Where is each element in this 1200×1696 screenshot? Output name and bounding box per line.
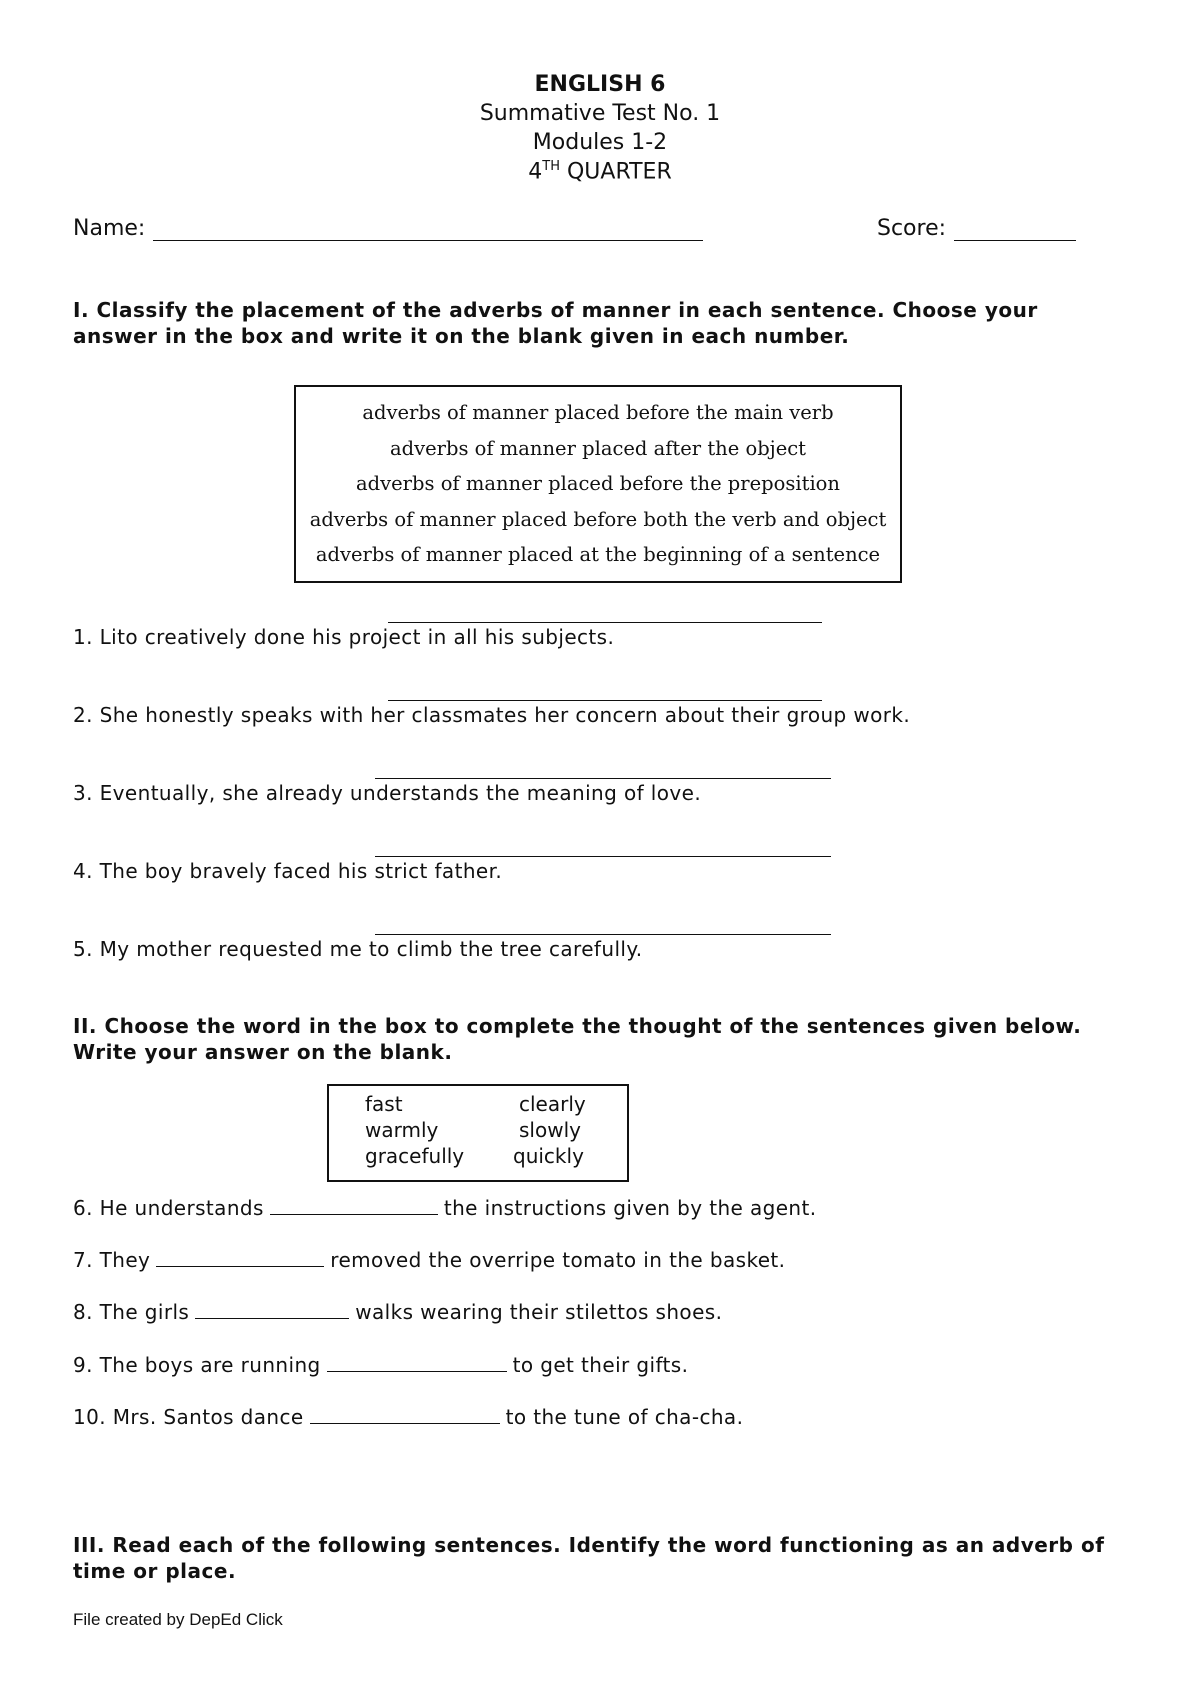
sentence-start: 9. The boys are running [73, 1353, 321, 1377]
answer-blank-3[interactable] [375, 778, 831, 779]
part2-instruction: II. Choose the word in the box to complete the thought of the sentences given below. Write your answer on the blank. [73, 1014, 1082, 1064]
word-bank-item: warmly [365, 1118, 439, 1142]
quarter-word: QUARTER [566, 159, 672, 185]
sentence-start: 10. Mrs. Santos dance [73, 1405, 304, 1429]
quarter-suffix: TH [542, 159, 560, 174]
quarter-label [0, 159, 1200, 184]
sentence-start: 8. The girls [73, 1300, 190, 1324]
word-bank-box [327, 1084, 629, 1182]
word-bank-item: quickly [513, 1144, 584, 1168]
sentence-end: walks wearing their stilettos shoes. [355, 1300, 723, 1324]
question-item-8 [73, 1300, 722, 1324]
sentence-end: the instructions given by the agent. [443, 1196, 817, 1220]
footer-credit: File created by DepEd Click [73, 1610, 283, 1629]
word-bank-item: fast [365, 1092, 403, 1116]
name-label: Name: [73, 216, 146, 241]
option-item: adverbs of manner placed before both the verb and object [309, 507, 887, 531]
question-item-2: 2. She honestly speaks with her classmates her concern about their group work. [73, 703, 911, 727]
sentence-start: 7. They [73, 1248, 151, 1272]
answer-blank-5[interactable] [375, 934, 831, 935]
option-item: adverbs of manner placed before the preposition [356, 472, 840, 495]
score-blank[interactable] [954, 218, 1076, 241]
score-field [877, 216, 1076, 241]
fill-blank-9[interactable] [327, 1353, 507, 1372]
question-item-10 [73, 1405, 743, 1429]
option-item: adverbs of manner placed after the object [389, 436, 807, 460]
word-bank-item: clearly [519, 1092, 586, 1116]
answer-blank-1[interactable] [388, 622, 822, 623]
test-subtitle: Summative Test No. 1 [479, 101, 721, 126]
name-blank[interactable] [153, 218, 703, 241]
sentence-end: removed the overripe tomato in the basket. [330, 1248, 786, 1272]
question-item-4: 4. The boy bravely faced his strict father. [73, 859, 503, 883]
page-title: ENGLISH 6 [534, 72, 666, 97]
part1-instruction: I. Classify the placement of the adverbs of manner in each sentence. Choose your answer in the box and write it on the blank given in each number. [73, 298, 1038, 348]
option-item: adverbs of manner placed at the beginning of a sentence [315, 543, 881, 566]
fill-blank-8[interactable] [195, 1300, 349, 1319]
sentence-end: to the tune of cha-cha. [505, 1405, 744, 1429]
part3-instruction: III. Read each of the following sentences. Identify the word functioning as an adverb of time or place. [73, 1533, 1105, 1583]
answer-blank-2[interactable] [388, 700, 822, 701]
quarter-number: 4 [528, 159, 543, 185]
option-item: adverbs of manner placed before the main verb [362, 401, 834, 424]
question-item-1: 1. Lito creatively done his project in all his subjects. [73, 625, 615, 649]
question-item-3: 3. Eventually, she already understands the meaning of love. [73, 781, 702, 805]
question-item-6 [73, 1196, 817, 1220]
sentence-start: 6. He understands [73, 1196, 264, 1220]
fill-blank-7[interactable] [156, 1248, 324, 1267]
word-bank-item: slowly [519, 1118, 581, 1142]
question-item-7 [73, 1248, 785, 1272]
fill-blank-10[interactable] [310, 1405, 500, 1424]
answer-blank-4[interactable] [375, 856, 831, 857]
question-item-9 [73, 1353, 688, 1377]
score-label: Score: [877, 216, 947, 241]
word-bank-item: gracefully [365, 1144, 465, 1168]
fill-blank-6[interactable] [270, 1196, 438, 1215]
modules-label: Modules 1-2 [532, 130, 668, 155]
adverb-placement-options-box [294, 385, 902, 583]
question-item-5: 5. My mother requested me to climb the tree carefully. [73, 937, 643, 961]
name-field [73, 216, 703, 241]
sentence-end: to get their gifts. [512, 1353, 689, 1377]
